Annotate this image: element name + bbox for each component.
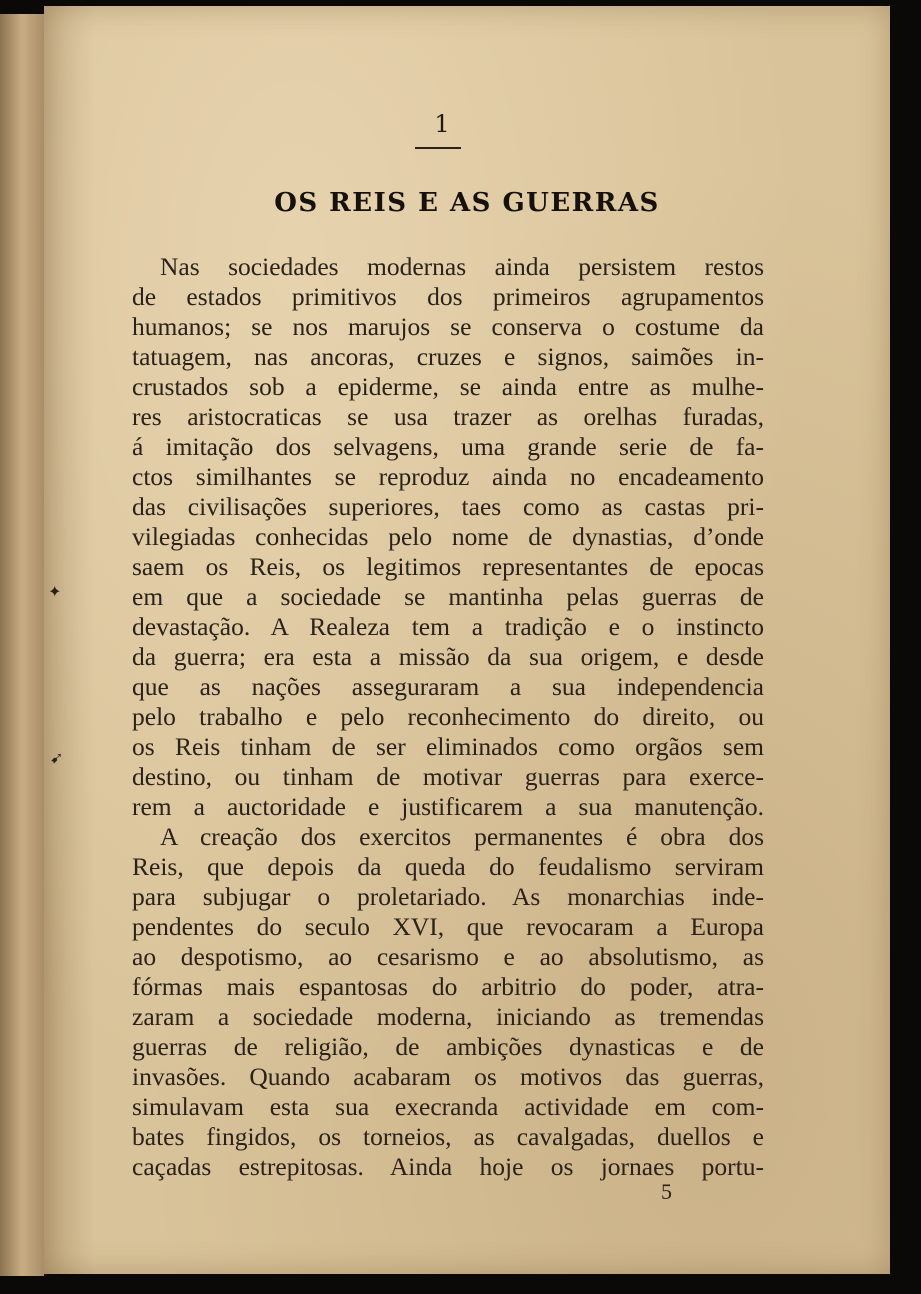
text-line: A creação dos exercitos permanentes é obra dos bbox=[160, 822, 764, 851]
text-line: para subjugar o proletariado. As monarchias inde- bbox=[132, 882, 764, 911]
text-line: devastação. A Realeza tem a tradição e o instincto bbox=[132, 612, 764, 641]
page-number: 5 bbox=[661, 1179, 672, 1204]
text-line: saem os Reis, os legitimos representantes de epocas bbox=[132, 552, 764, 581]
text-line: ctos similhantes se reproduz ainda no encadeamento bbox=[132, 462, 764, 491]
text-line: á imitação dos selvagens, uma grande serie de fa- bbox=[132, 432, 764, 461]
text-line: da guerra; era esta a missão da sua origem, e desde bbox=[132, 642, 764, 671]
chapter-title: OS REIS E AS GUERRAS bbox=[274, 188, 660, 218]
text-line: em que a sociedade se mantinha pelas guerras de bbox=[132, 582, 764, 611]
text-line: que as nações asseguraram a sua independencia bbox=[132, 672, 764, 701]
previous-page-edge bbox=[0, 14, 47, 1276]
chapter-divider bbox=[415, 147, 461, 149]
chapter-number: 1 bbox=[434, 110, 450, 138]
text-line: das civilisações superiores, taes como as castas pri- bbox=[132, 492, 764, 521]
text-line: Reis, que depois da queda do feudalismo serviram bbox=[132, 852, 764, 881]
text-line: humanos; se nos marujos se conserva o costume da bbox=[132, 312, 764, 341]
text-line: res aristocraticas se usa trazer as orelhas furadas, bbox=[132, 402, 764, 431]
text-line: ao despotismo, ao cesarismo e ao absolutismo, as bbox=[132, 942, 764, 971]
text-line: pendentes do seculo XVI, que revocaram a Europa bbox=[132, 912, 764, 941]
book-page bbox=[44, 6, 890, 1274]
text-line: tatuagem, nas ancoras, cruzes e signos, saimões in- bbox=[132, 342, 764, 371]
text-line: crustados sob a epiderme, se ainda entre as mulhe- bbox=[132, 372, 764, 401]
text-line: os Reis tinham de ser eliminados como orgãos sem bbox=[132, 732, 764, 761]
text-line: fórmas mais espantosas do arbitrio do poder, atra- bbox=[132, 972, 764, 1001]
text-line: invasões. Quando acabaram os motivos das guerras, bbox=[132, 1062, 764, 1091]
text-line: zaram a sociedade moderna, iniciando as tremendas bbox=[132, 1002, 764, 1031]
text-line: simulavam esta sua execranda actividade em com- bbox=[132, 1092, 764, 1121]
text-line: Nas sociedades modernas ainda persistem restos bbox=[160, 252, 764, 281]
text-line: pelo trabalho e pelo reconhecimento do direito, ou bbox=[132, 702, 764, 731]
text-line: caçadas estrepitosas. Ainda hoje os jornaes portu- bbox=[132, 1152, 764, 1181]
text-line: bates fingidos, os torneios, as cavalgadas, duellos e bbox=[132, 1122, 764, 1151]
body-text bbox=[132, 252, 764, 1182]
margin-mark-icon: ➹ bbox=[50, 748, 64, 767]
text-line: vilegiadas conhecidas pelo nome de dynastias, d’onde bbox=[132, 522, 764, 551]
margin-mark-icon: ✦ bbox=[48, 582, 62, 601]
text-line: de estados primitivos dos primeiros agrupamentos bbox=[132, 282, 764, 311]
text-line: destino, ou tinham de motivar guerras para exerce- bbox=[132, 762, 764, 791]
text-line: guerras de religião, de ambições dynasticas e de bbox=[132, 1032, 764, 1061]
text-line: rem a auctoridade e justificarem a sua manutenção. bbox=[132, 792, 764, 821]
